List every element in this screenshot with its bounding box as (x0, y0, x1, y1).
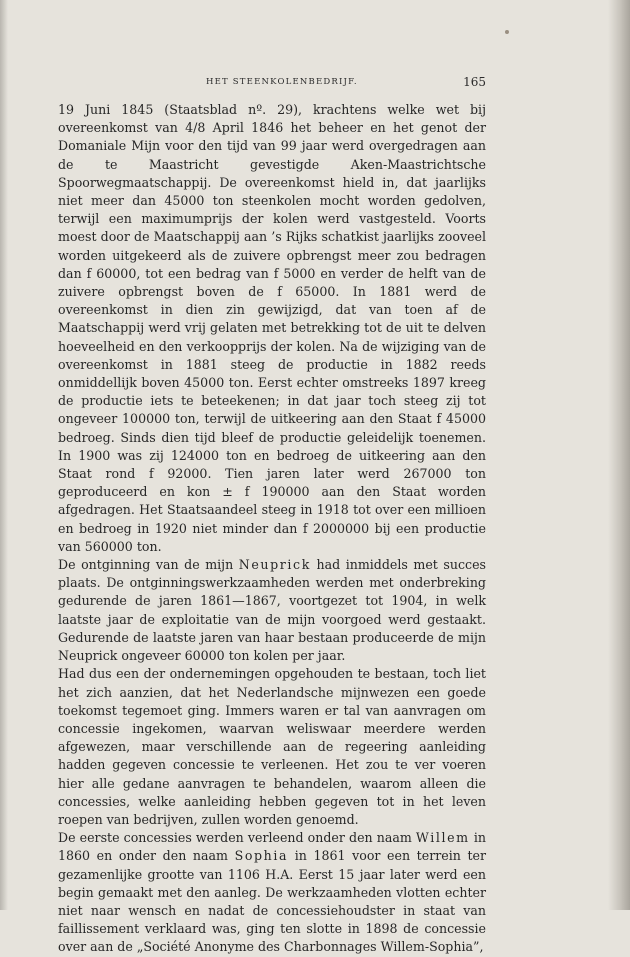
paper-spot (505, 30, 509, 34)
body-text (58, 101, 486, 957)
page-header (58, 75, 486, 89)
text-run: 19 Juni 1845 (Staatsblad nº. 29), krachtens welke wet bij overeenkomst van 4/8 April 1846 het beheer en het genot der Domaniale Mijn voor den tijd van 99 jaar werd overgedragen aan de te Maastricht gevestigde Aken-Maastrichtsche Spoorwegmaatschappij. De overeenkomst hield in, dat jaarlijks niet meer dan 45000 ton steenkolen mocht worden gedolven, terwijl een maximumprijs der kolen werd vastgesteld. Voorts moest door de Maatschappij aan ’s Rijks schatkist jaarlijks zooveel worden uitgekeerd als de zuivere opbrengst meer zou bedragen dan f 60000, tot een bedrag van f 5000 en verder de helft van de zuivere opbrengst boven de f 65000. In 1881 werd de overeenkomst in dien zin gewijzigd, dat van toen af de Maatschappij werd vrij gelaten met betrekking tot de uit te delven hoeveelheid en den verkoopprijs der kolen. Na de wijziging van de overeenkomst in 1881 steeg de productie in 1882 reeds onmiddellijk boven 45000 ton. Eerst echter omstreeks 1897 kreeg de productie iets te beteekenen; in dat jaar toch steeg zij tot ongeveer 100000 ton, terwijl de uitkeering aan den Staat f 45000 bedroeg. Sinds dien tijd bleef de productie geleidelijk toenemen. In 1900 was zij 124000 ton en bedroeg de uitkeering aan den Staat rond f 92000. Tien jaren later werd 267000 ton geproduceerd en kon ± f 190000 aan den Staat worden afgedragen. Het Staatsaandeel steeg in 1918 tot over een millioen en bedroeg in 1920 niet minder dan f 2000000 bij een productie van 560000 ton. (58, 102, 486, 554)
page-number: 165 (463, 75, 486, 89)
paragraph (58, 556, 486, 665)
paragraph (58, 829, 486, 956)
scan-edge-left (0, 0, 8, 910)
text-run: De eerste concessies werden verleend onder den naam (58, 830, 416, 846)
text-run: in 1861 voor een terrein ter gezamenlijke grootte van 1106 H.A. Eerst 15 jaar later werd een begin gemaakt met den aanleg. De werkzaamheden vlotten echter niet naar wensch en nadat de concessiehoudster in staat van faillissement verklaard was, ging ten slotte in 1898 de concessie over aan de „Société Anonyme des Charbonnages Willem-Sophia”, (58, 848, 486, 955)
running-title: HET STEENKOLENBEDRIJF. (206, 77, 358, 87)
paragraph (58, 101, 486, 556)
spaced-name: Sophia (234, 848, 289, 864)
text-run: De ontginning van de mijn (58, 557, 239, 573)
paragraph (58, 665, 486, 829)
text-run: in 1860 en onder den naam (58, 830, 486, 864)
spaced-name: Neuprick (238, 557, 311, 573)
spaced-name: Willem (415, 830, 470, 846)
text-run: Had dus een der ondernemingen opgehouden te bestaan, toch liet het zich aanzien, dat het Nederlandsche mijnwezen een goede toekomst tegemoet ging. Immers waren er tal van aanvragen om concessie ingekomen, waarvan weliswaar meerdere werden afgewezen, maar verschillende aan de regeering aanleiding hadden gegeven concessie te verleenen. Het zou te ver voeren hier alle gedane aanvragen te behandelen, waarom alleen die concessies, welke aanleiding hebben gegeven tot in het leven roepen van bedrijven, zullen worden genoemd. (58, 666, 486, 827)
scan-edge-right (608, 0, 630, 910)
text-run: had inmiddels met succes plaats. De ontginningswerkzaamheden werden met onderbreking gedurende de jaren 1861—1867, voortgezet tot 1904, in welk laatste jaar de exploitatie van de mijn voorgoed werd gestaakt. Gedurende de laatste jaren van haar bestaan produceerde de mijn Neuprick ongeveer 60000 ton kolen per jaar. (58, 557, 486, 664)
